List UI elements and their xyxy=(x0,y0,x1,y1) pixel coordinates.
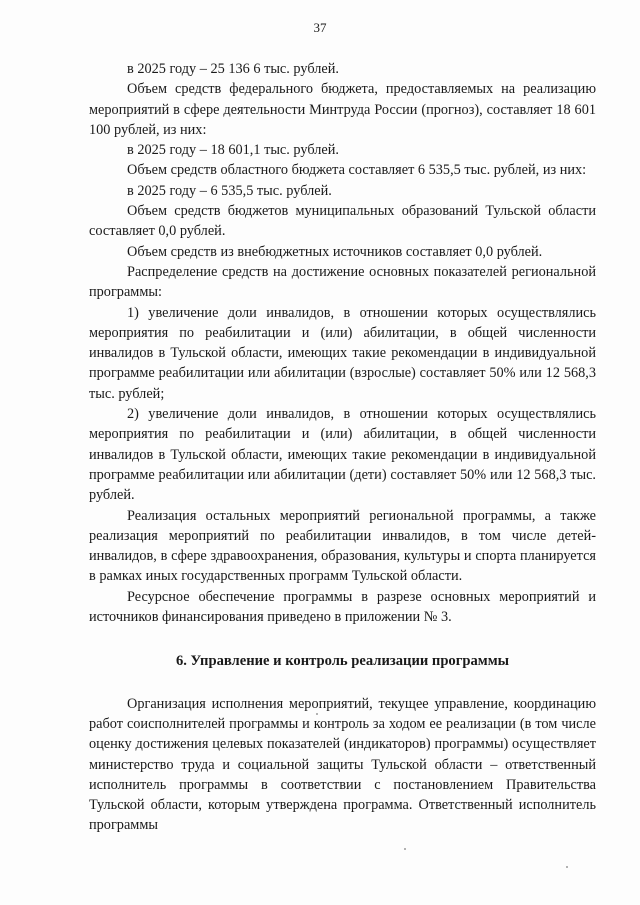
section-heading-text: 6. Управление и контроль реализации программы xyxy=(175,653,510,670)
scan-speck xyxy=(316,713,318,715)
paragraph: в 2025 году – 18 601,1 тыс. рублей. xyxy=(127,142,339,159)
paragraph: Объем средств областного бюджета составляет 6 535,5 тыс. рублей, из них: xyxy=(127,162,587,179)
paragraph: Реализация остальных мероприятий региональной программы, а также реализация мероприятий по реабилитации инвалидов, в том числе детей-инвалидов, в сфере здравоохранения, образования, культуры и спорта планируется в рамках иных государственных программ Тульской области. xyxy=(89,507,596,585)
paragraph: в 2025 году – 6 535,5 тыс. рублей. xyxy=(127,182,332,199)
scan-speck xyxy=(404,848,406,850)
scan-speck xyxy=(566,866,568,868)
paragraph: Объем средств из внебюджетных источников составляет 0,0 рублей. xyxy=(127,243,543,260)
paragraph: Организация исполнения мероприятий, текущее управление, координацию работ соисполнителей программы и контроль за ходом ее реализации (в том числе оценку достижения целевых показателей (индикаторов) программы) осуществляет министерство труда и социальной защиты Тульской области – ответственный исполнитель программы в соответствии с постановлением Правительства Тульской области, которым утверждена программа. Ответственный исполнитель программы xyxy=(89,695,596,834)
paragraph: Объем средств федерального бюджета, предоставляемых на реализацию мероприятий в сфере деятельности Минтруда России (прогноз), составляет 18 601 100 рублей, из них: xyxy=(89,81,596,138)
page-number: 37 xyxy=(313,20,327,35)
list-item: 1) увеличение доли инвалидов, в отношении которых осуществлялись мероприятия по реабилитации и (или) абилитации, в общей численности инвалидов в Тульской области, имеющих такие рекомендации в индивидуальной программе реабилитации или абилитации (взрослые) составляет 50% или 12 568,3 тыс. рублей; xyxy=(89,304,596,402)
list-item: 2) увеличение доли инвалидов, в отношении которых осуществлялись мероприятия по реабилитации и (или) абилитации, в общей численности инвалидов в Тульской области, имеющих такие рекомендации в индивидуальной программе реабилитации или абилитации (дети) составляет 50% или 12 568,3 тыс. рублей. xyxy=(89,406,596,504)
paragraph: в 2025 году – 25 136 6 тыс. рублей. xyxy=(127,61,339,77)
section-heading xyxy=(89,651,596,671)
paragraph: Распределение средств на достижение основных показателей региональной программы: xyxy=(89,263,596,301)
paragraph: Объем средств бюджетов муниципальных образований Тульской области составляет 0,0 рублей. xyxy=(89,203,596,240)
paragraph: Ресурсное обеспечение программы в разрезе основных мероприятий и источников финансирования приведено в приложении № 3. xyxy=(89,588,596,626)
page-body xyxy=(89,59,596,836)
